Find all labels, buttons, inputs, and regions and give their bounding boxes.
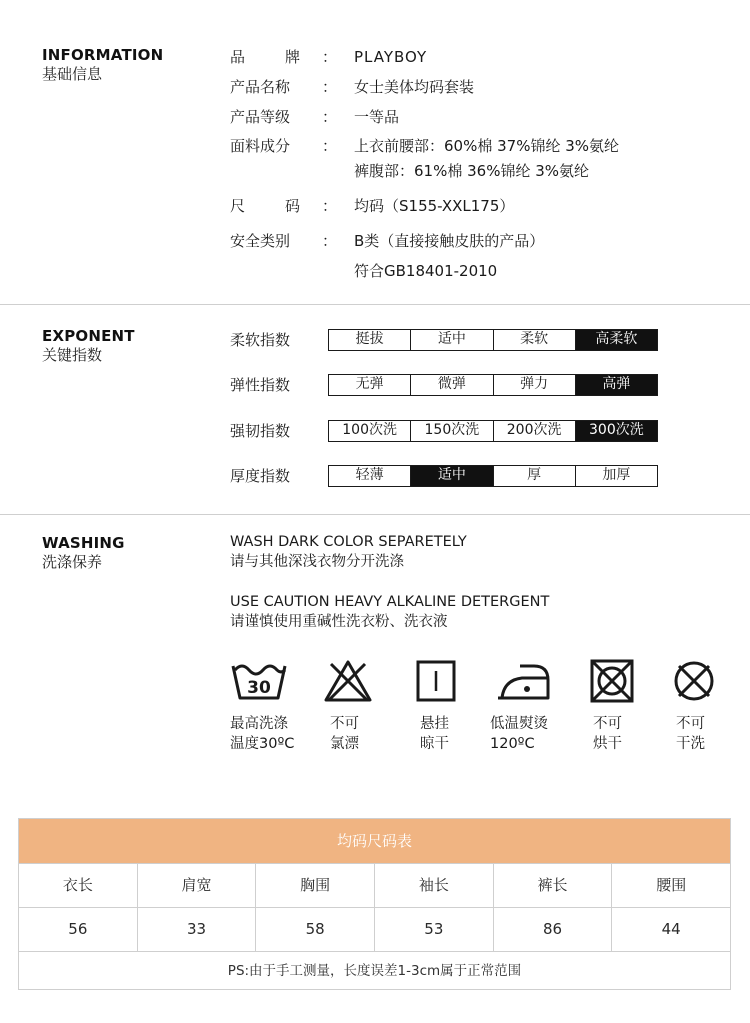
info-label-grade: 产品等级 [230,108,291,126]
info-value-grade: 一等品 [354,108,400,126]
washing-heading [42,534,125,572]
no-bleach-icon [323,658,373,704]
size-table-value-row [19,907,730,951]
wash-temp-text: 30 [247,678,271,698]
size-table-value-cell: 33 [138,908,257,951]
info-label-safety: 安全类别 [230,232,291,250]
divider [0,514,750,515]
size-table-note: PS:由于手工测量，长度误差1-3cm属于正常范围 [19,951,730,990]
scale-option-selected: 适中 [411,466,493,486]
exponent-label: 柔软指数 [230,331,291,349]
scale-option: 无弹 [329,375,411,395]
information-title-en: INFORMATION [42,46,164,64]
size-table-header-row [19,863,730,907]
information-title-cn: 基础信息 [42,65,103,83]
scale-option-selected: 300次洗 [576,421,657,441]
exponent-scale [328,374,658,396]
size-table-header-cell: 腰围 [656,876,687,894]
size-table-value-cell: 53 [375,908,494,951]
size-table [18,818,731,990]
hang-dry-caption: 悬挂 晾干 [420,716,449,752]
information-heading [42,46,163,84]
wash-note-2 [230,592,549,632]
exponent-title-en: EXPONENT [42,327,135,345]
info-value-name: 女士美体均码套装 [354,78,475,96]
exponent-label: 弹性指数 [230,376,291,394]
info-label-size: 尺 码 [230,197,300,215]
size-table-value-cell: 58 [256,908,375,951]
scale-option-selected: 高弹 [576,375,657,395]
divider [0,304,750,305]
wash-note-2-en: USE CAUTION HEAVY ALKALINE DETERGENT [230,594,550,610]
exponent-label: 强韧指数 [230,422,291,440]
scale-option: 柔软 [494,330,576,350]
info-label-brand: 品 牌 [230,48,300,66]
scale-option: 200次洗 [494,421,576,441]
info-label-name: 产品名称 [230,78,291,96]
size-table-title: 均码尺码表 [19,819,730,863]
no-dry-clean-icon [669,658,719,704]
info-value-size: 均码（S155-XXL175） [354,197,515,215]
scale-option: 微弹 [411,375,493,395]
scale-option: 厚 [494,466,576,486]
info-label-fabric: 面料成分 [230,137,291,155]
wash-note-1-en: WASH DARK COLOR SEPARETELY [230,534,467,550]
low-iron-caption: 低温熨烫 120ºC [490,716,548,752]
low-iron-icon [494,658,552,704]
no-tumble-dry-icon [587,658,637,704]
scale-option: 适中 [411,330,493,350]
size-table-header-cell: 肩宽 [138,864,257,907]
wash-30-icon [230,658,288,704]
scale-option: 100次洗 [329,421,411,441]
size-table-value-cell: 86 [494,908,613,951]
info-value-safety: B类（直接接触皮肤的产品） [354,232,545,250]
size-table-header-cell: 袖长 [375,864,494,907]
info-value-fabric-top: 上衣前腰部：60%棉 37%锦纶 3%氨纶 [354,137,620,155]
wash-note-1 [230,532,467,572]
info-value-fabric-bottom: 裤腹部：61%棉 36%锦纶 3%氨纶 [354,162,590,180]
no-tumble-dry-caption: 不可 烘干 [593,716,622,752]
size-table-value-cell: 44 [661,920,681,938]
size-table-header-cell: 衣长 [19,864,138,907]
wash-30-caption: 最高洗涤 温度30ºC [230,716,295,752]
exponent-title-cn: 关键指数 [42,346,103,364]
no-bleach-caption: 不可 氯漂 [330,716,359,752]
info-value-brand: PLAYBOY [354,48,428,66]
size-table-header-cell: 胸围 [256,864,375,907]
washing-title-cn: 洗涤保养 [42,553,103,571]
exponent-heading [42,327,135,365]
exponent-scale [328,329,658,351]
no-dry-clean-caption: 不可 干洗 [676,716,705,752]
size-table-header-cell: 裤长 [494,864,613,907]
wash-note-1-cn: 请与其他深浅衣物分开洗涤 [230,554,404,570]
scale-option-selected: 高柔软 [576,330,657,350]
scale-option: 加厚 [602,467,631,483]
washing-title-en: WASHING [42,534,125,552]
hang-dry-icon [412,658,462,704]
wash-note-2-cn: 请谨慎使用重碱性洗衣粉、洗衣液 [230,614,448,630]
scale-option: 弹力 [494,375,576,395]
exponent-label: 厚度指数 [230,467,291,485]
exponent-scale [328,465,658,487]
scale-option: 挺拔 [329,330,411,350]
info-value-standard: 符合GB18401-2010 [354,262,498,280]
scale-option: 轻薄 [329,466,411,486]
size-table-value-cell: 56 [19,908,138,951]
scale-option: 150次洗 [411,421,493,441]
exponent-scale [328,420,658,442]
